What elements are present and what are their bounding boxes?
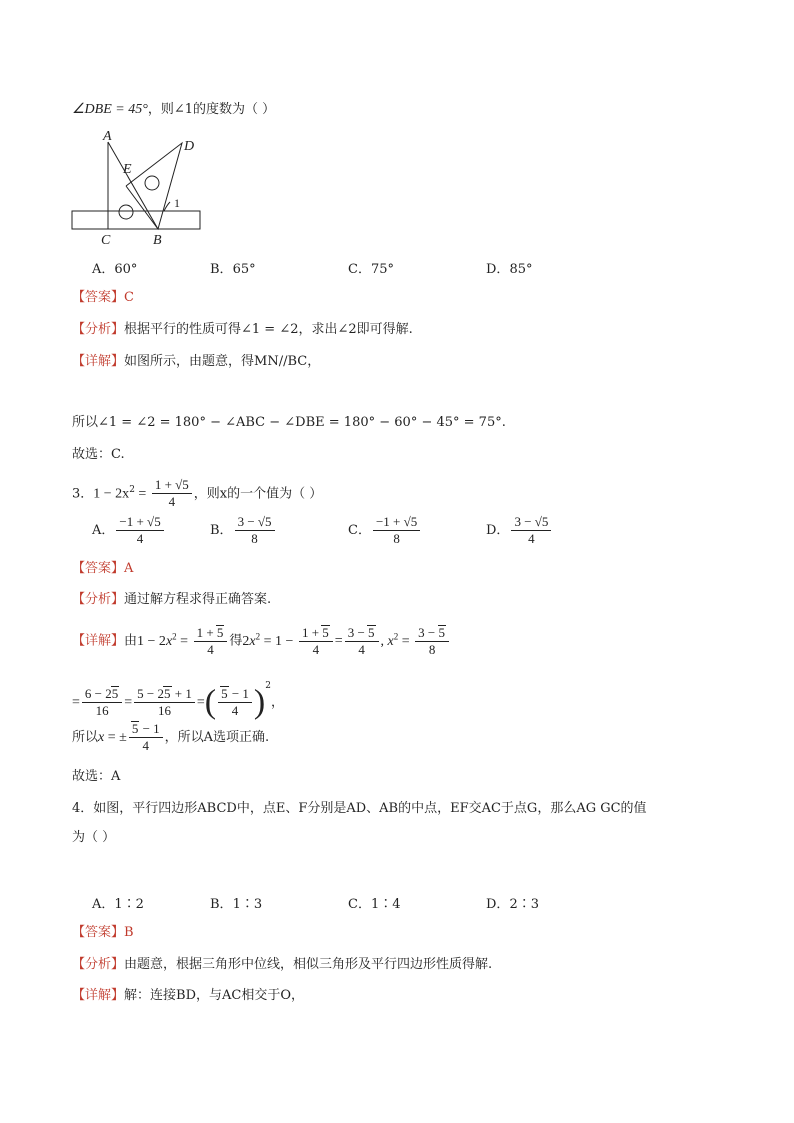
label-c: C bbox=[101, 233, 111, 248]
q2-detail: 【详解】如图所示，由题意，得MN//BC， bbox=[72, 354, 321, 369]
q4-analysis: 【分析】由题意，根据三角形中位线，相似三角形及平行四边形性质得解. bbox=[72, 957, 493, 972]
q2-answer: 【答案】C bbox=[72, 290, 134, 305]
q4-option-b: B．1∶3 bbox=[210, 897, 263, 912]
q4-option-d: D．2∶3 bbox=[486, 897, 539, 912]
circle-lower bbox=[119, 205, 133, 219]
q3-analysis: 【分析】通过解方程求得正确答案. bbox=[72, 592, 272, 607]
circle-upper bbox=[145, 176, 159, 190]
q4-option-a: A．1∶2 bbox=[92, 897, 144, 912]
q3-answer: 【答案】A bbox=[72, 561, 134, 576]
triangle-acb bbox=[108, 142, 158, 229]
q2-choose: 故选：C. bbox=[72, 447, 125, 462]
q3-detail-cont: = $\frac{6 - 25}{16}$ = $\frac{5 - 25 + 1}{16}$ =( $\frac{5 - 1}{4}$ )$^2$， bbox=[72, 681, 284, 721]
q4-answer: 【答案】B bbox=[72, 925, 134, 940]
q3-therefore: 所以x = ± $\frac{5 - 1}{4}$ ，所以A选项正确. bbox=[72, 721, 270, 753]
q3-choose: 故选：A bbox=[72, 769, 121, 784]
q2-option-c: C．75° bbox=[348, 262, 394, 277]
q2-stem-text: ，则∠1的度数为（ ） bbox=[147, 102, 276, 117]
q2-option-d: D．85° bbox=[486, 262, 533, 277]
label-a: A bbox=[103, 129, 112, 144]
q4-detail: 【详解】解：连接BD，与AC相交于O， bbox=[72, 988, 304, 1003]
q4-stem-line1: 4．如图，平行四边形ABCD中，点E、F分别是AD、AB的中点，EF交AC于点G，那么AG GC的值 bbox=[72, 801, 647, 816]
q2-option-a: A．60° bbox=[92, 262, 138, 277]
label-1: 1 bbox=[174, 196, 180, 210]
q2-stem bbox=[72, 101, 275, 119]
q3-detail: 【详解】由$1 - 2x^2$ = $\frac{1 + 5}{4}$ 得$2x^2 = 1$ − $\frac{1 + 5}{4}$ = $\frac{3 - 5}{4}$ , $x^2$ = $\frac{3 - 5}{8}$ bbox=[72, 618, 451, 660]
label-d: D bbox=[184, 139, 195, 154]
q2-stem-angle: ∠DBE = 45° bbox=[72, 102, 148, 117]
label-e: E bbox=[123, 162, 132, 177]
q2-option-b: B．65° bbox=[210, 262, 256, 277]
ruler-rect bbox=[72, 211, 200, 229]
triangle-edb bbox=[126, 143, 182, 229]
q2-therefore: 所以∠1 = ∠2 = 180° − ∠ABC − ∠DBE = 180° − 60° − 45° = 75°. bbox=[72, 415, 506, 430]
q2-figure bbox=[68, 126, 208, 248]
q3-stem: 3．$1 - 2x^2$ = $\frac{1 + √5}{4}$ ，则x的一个值为（ ） bbox=[72, 477, 323, 510]
q3-option-b: B． $\frac{3 - √5}{8}$ bbox=[210, 514, 277, 547]
q3-option-a: A． $\frac{-1 + √5}{4}$ bbox=[92, 514, 166, 547]
q4-option-c: C．1∶4 bbox=[348, 897, 401, 912]
label-b: B bbox=[153, 233, 162, 248]
q4-stem-line2: 为（ ） bbox=[72, 830, 116, 845]
q2-analysis: 【分析】根据平行的性质可得∠1 = ∠2，求出∠2即可得解. bbox=[72, 322, 413, 337]
q3-option-d: D． $\frac{3 - √5}{4}$ bbox=[486, 514, 553, 547]
q3-option-c: C． $\frac{-1 + √5}{8}$ bbox=[348, 514, 422, 547]
